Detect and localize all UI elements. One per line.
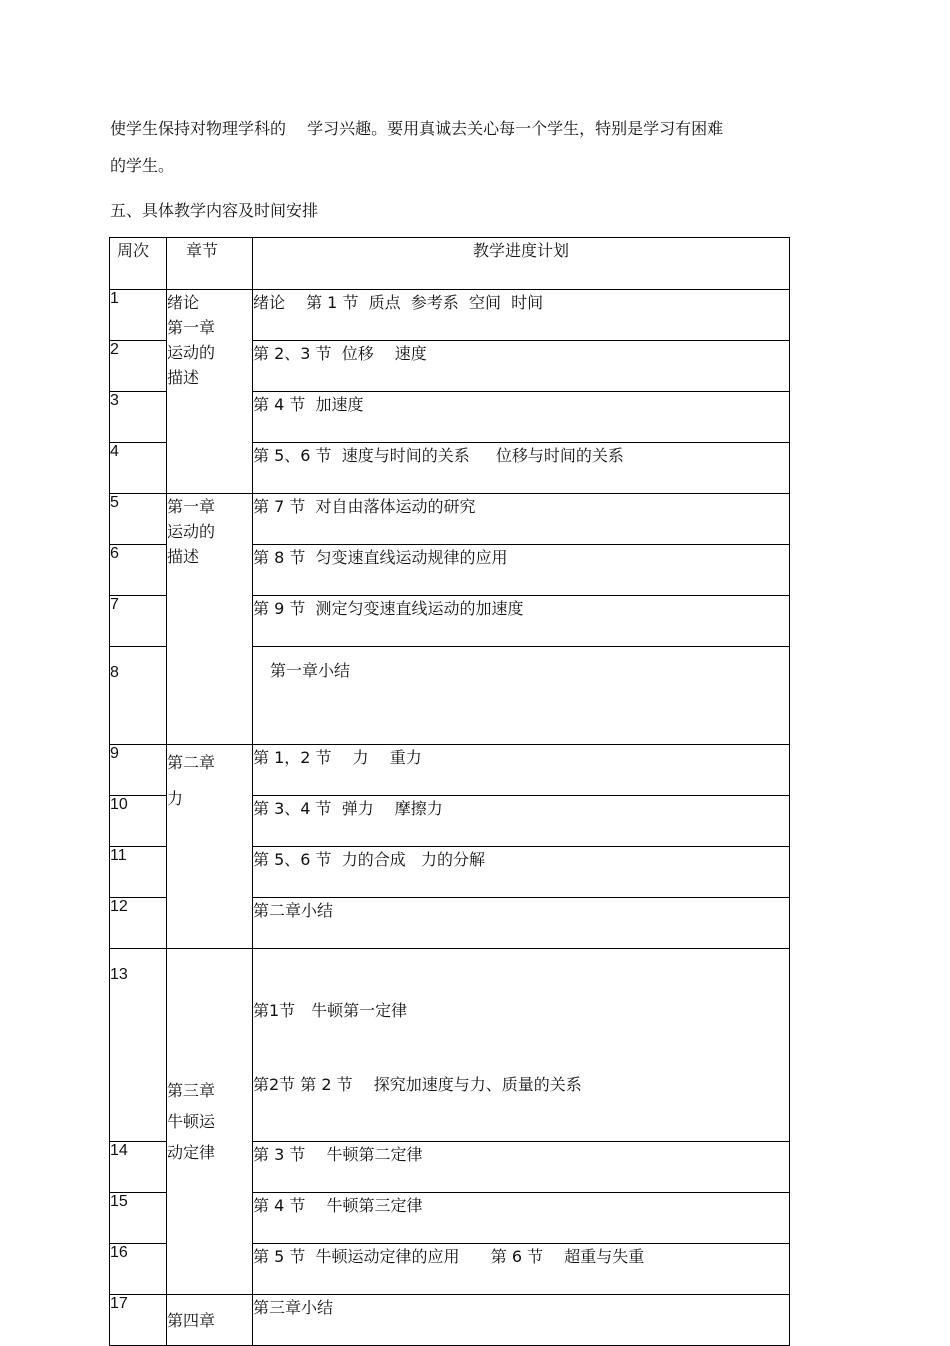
plan-cell: 第一章小结: [253, 647, 790, 745]
chapter-cell: 第二章 力: [167, 745, 253, 949]
chapter-cell: 第一章 运动的 描述: [167, 494, 253, 745]
chapter-cell: 第四章: [167, 1295, 253, 1346]
week-cell: 5: [110, 494, 167, 545]
week-cell: 14: [110, 1142, 167, 1193]
header-plan: 教学进度计划: [253, 238, 790, 290]
plan-cell: 第 5、6 节 力的合成 力的分解: [253, 847, 790, 898]
week-cell: 7: [110, 596, 167, 647]
intro-line-2: 的学生。: [110, 156, 175, 175]
plan-cell: 第二章小结: [253, 898, 790, 949]
plan-line: 第2节 第 2 节 探究加速度与力、质量的关系: [253, 1075, 582, 1094]
week-cell: 16: [110, 1244, 167, 1295]
plan-cell: 第 5 节 牛顿运动定律的应用 第 6 节 超重与失重: [253, 1244, 790, 1295]
chapter-cell: 绪论 第一章 运动的 描述: [167, 290, 253, 494]
section-heading: 五、具体教学内容及时间安排: [110, 201, 319, 220]
week-cell: 13: [110, 949, 167, 1142]
week-cell: 6: [110, 545, 167, 596]
week-cell: 9: [110, 745, 167, 796]
week-cell: 4: [110, 443, 167, 494]
plan-cell: 第 1，2 节 力 重力: [253, 745, 790, 796]
week-cell: 17: [110, 1295, 167, 1346]
chapter-cell: 第三章 牛顿运 动定律: [167, 949, 253, 1295]
teaching-schedule-table: [109, 237, 790, 1346]
week-cell: 2: [110, 341, 167, 392]
plan-cell: 第 7 节 对自由落体运动的研究: [253, 494, 790, 545]
table-row: [110, 1295, 790, 1346]
header-week: 周次: [110, 238, 167, 290]
plan-cell: 第 3、4 节 弹力 摩擦力: [253, 796, 790, 847]
plan-cell: 第 8 节 匀变速直线运动规律的应用: [253, 545, 790, 596]
intro-line-1: 使学生保持对物理学科的 学习兴趣。要用真诚去关心每一个学生，特别是学习有困难: [110, 119, 724, 138]
plan-cell: 第 5、6 节 速度与时间的关系 位移与时间的关系: [253, 443, 790, 494]
table-row: [110, 494, 790, 545]
week-cell: 8: [110, 647, 167, 745]
plan-cell: 第三章小结: [253, 1295, 790, 1346]
plan-cell: 第 2、3 节 位移 速度: [253, 341, 790, 392]
plan-cell: 绪论 第 1 节 质点 参考系 空间 时间: [253, 290, 790, 341]
plan-cell: 第 9 节 测定匀变速直线运动的加速度: [253, 596, 790, 647]
table-row: [110, 745, 790, 796]
plan-cell: [253, 949, 790, 1142]
header-chapter: 章节: [167, 238, 253, 290]
table-row: [110, 290, 790, 341]
week-cell: 1: [110, 290, 167, 341]
plan-cell: 第 4 节 加速度: [253, 392, 790, 443]
plan-cell: 第 4 节 牛顿第三定律: [253, 1193, 790, 1244]
week-cell: 11: [110, 847, 167, 898]
plan-line: 第1节 牛顿第一定律: [253, 1001, 408, 1020]
table-header-row: [110, 238, 790, 290]
week-cell: 10: [110, 796, 167, 847]
week-cell: 3: [110, 392, 167, 443]
week-cell: 12: [110, 898, 167, 949]
week-cell: 15: [110, 1193, 167, 1244]
table-row: [110, 949, 790, 1142]
plan-cell: 第 3 节 牛顿第二定律: [253, 1142, 790, 1193]
